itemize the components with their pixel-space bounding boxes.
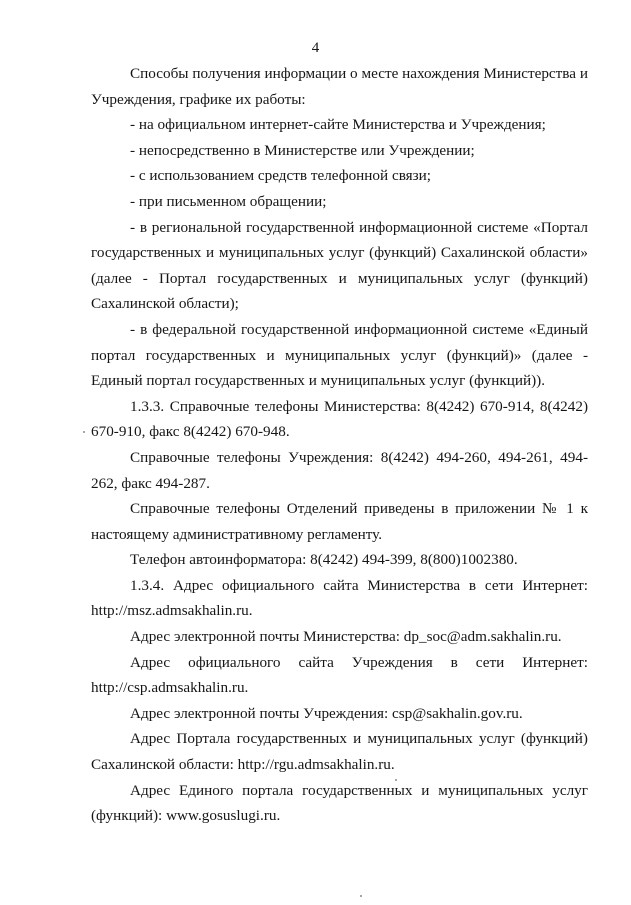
list-item-regional-portal: - в региональной государственной информационной системе «Портал государственных и муниципальных услуг (функций) Сахалинской области» (далее - Портал государственных и муниципальных услуг (функций) Сахалинской области);: [91, 218, 588, 313]
list-item-official-site: - на официальном интернет-сайте Министерства и Учреждения;: [130, 116, 546, 134]
paragraph-department-phones: Справочные телефоны Отделений приведены в приложении № 1 к настоящему административному регламенту.: [91, 500, 588, 543]
paragraph-autoinformer-phone: Телефон автоинформатора: 8(4242) 494-399, 8(800)1002380.: [130, 551, 518, 569]
scan-speck: [395, 779, 397, 781]
paragraph-institution-email: Адрес электронной почты Учреждения: csp@sakhalin.gov.ru.: [130, 704, 523, 722]
scan-speck: [83, 431, 85, 433]
paragraph-federal-portal-address: Адрес Единого портала государственных и муниципальных услуг (функций): www.gosuslugi.ru.: [91, 781, 588, 825]
paragraph-ministry-website: 1.3.4. Адрес официального сайта Министерства в сети Интернет: http://msz.admsakhalin.ru.: [91, 576, 588, 620]
scan-speck: [360, 895, 362, 897]
paragraph-info-methods: Способы получения информации о месте нахождения Министерства и Учреждения, графике их работы:: [91, 65, 588, 108]
paragraph-institution-website: Адрес официального сайта Учреждения в сети Интернет: http://csp.admsakhalin.ru.: [91, 653, 588, 697]
list-item-federal-portal: - в федеральной государственной информационной системе «Единый портал государственных и муниципальных услуг (функций)» (далее - Единый портал государственных и муниципальных услуг (функций)).: [91, 320, 588, 390]
document-body: [91, 61, 588, 829]
paragraph-institution-phones: Справочные телефоны Учреждения: 8(4242) 494-260, 494-261, 494-262, факс 494-287.: [91, 448, 588, 492]
list-item-in-person: - непосредственно в Министерстве или Учреждении;: [130, 141, 475, 159]
paragraph-ministry-email: Адрес электронной почты Министерства: dp_soc@adm.sakhalin.ru.: [130, 628, 562, 646]
paragraph-regional-portal-address: Адрес Портала государственных и муниципальных услуг (функций) Сахалинской области: http://rgu.admsakhalin.ru.: [91, 730, 588, 774]
list-item-telephone: - с использованием средств телефонной связи;: [130, 167, 431, 185]
list-item-written-request: - при письменном обращении;: [130, 192, 327, 210]
page-number: 4: [311, 40, 320, 56]
paragraph-ministry-phones: 1.3.3. Справочные телефоны Министерства: 8(4242) 670-914, 8(4242) 670-910, факс 8(4242) 670-948.: [91, 397, 588, 441]
